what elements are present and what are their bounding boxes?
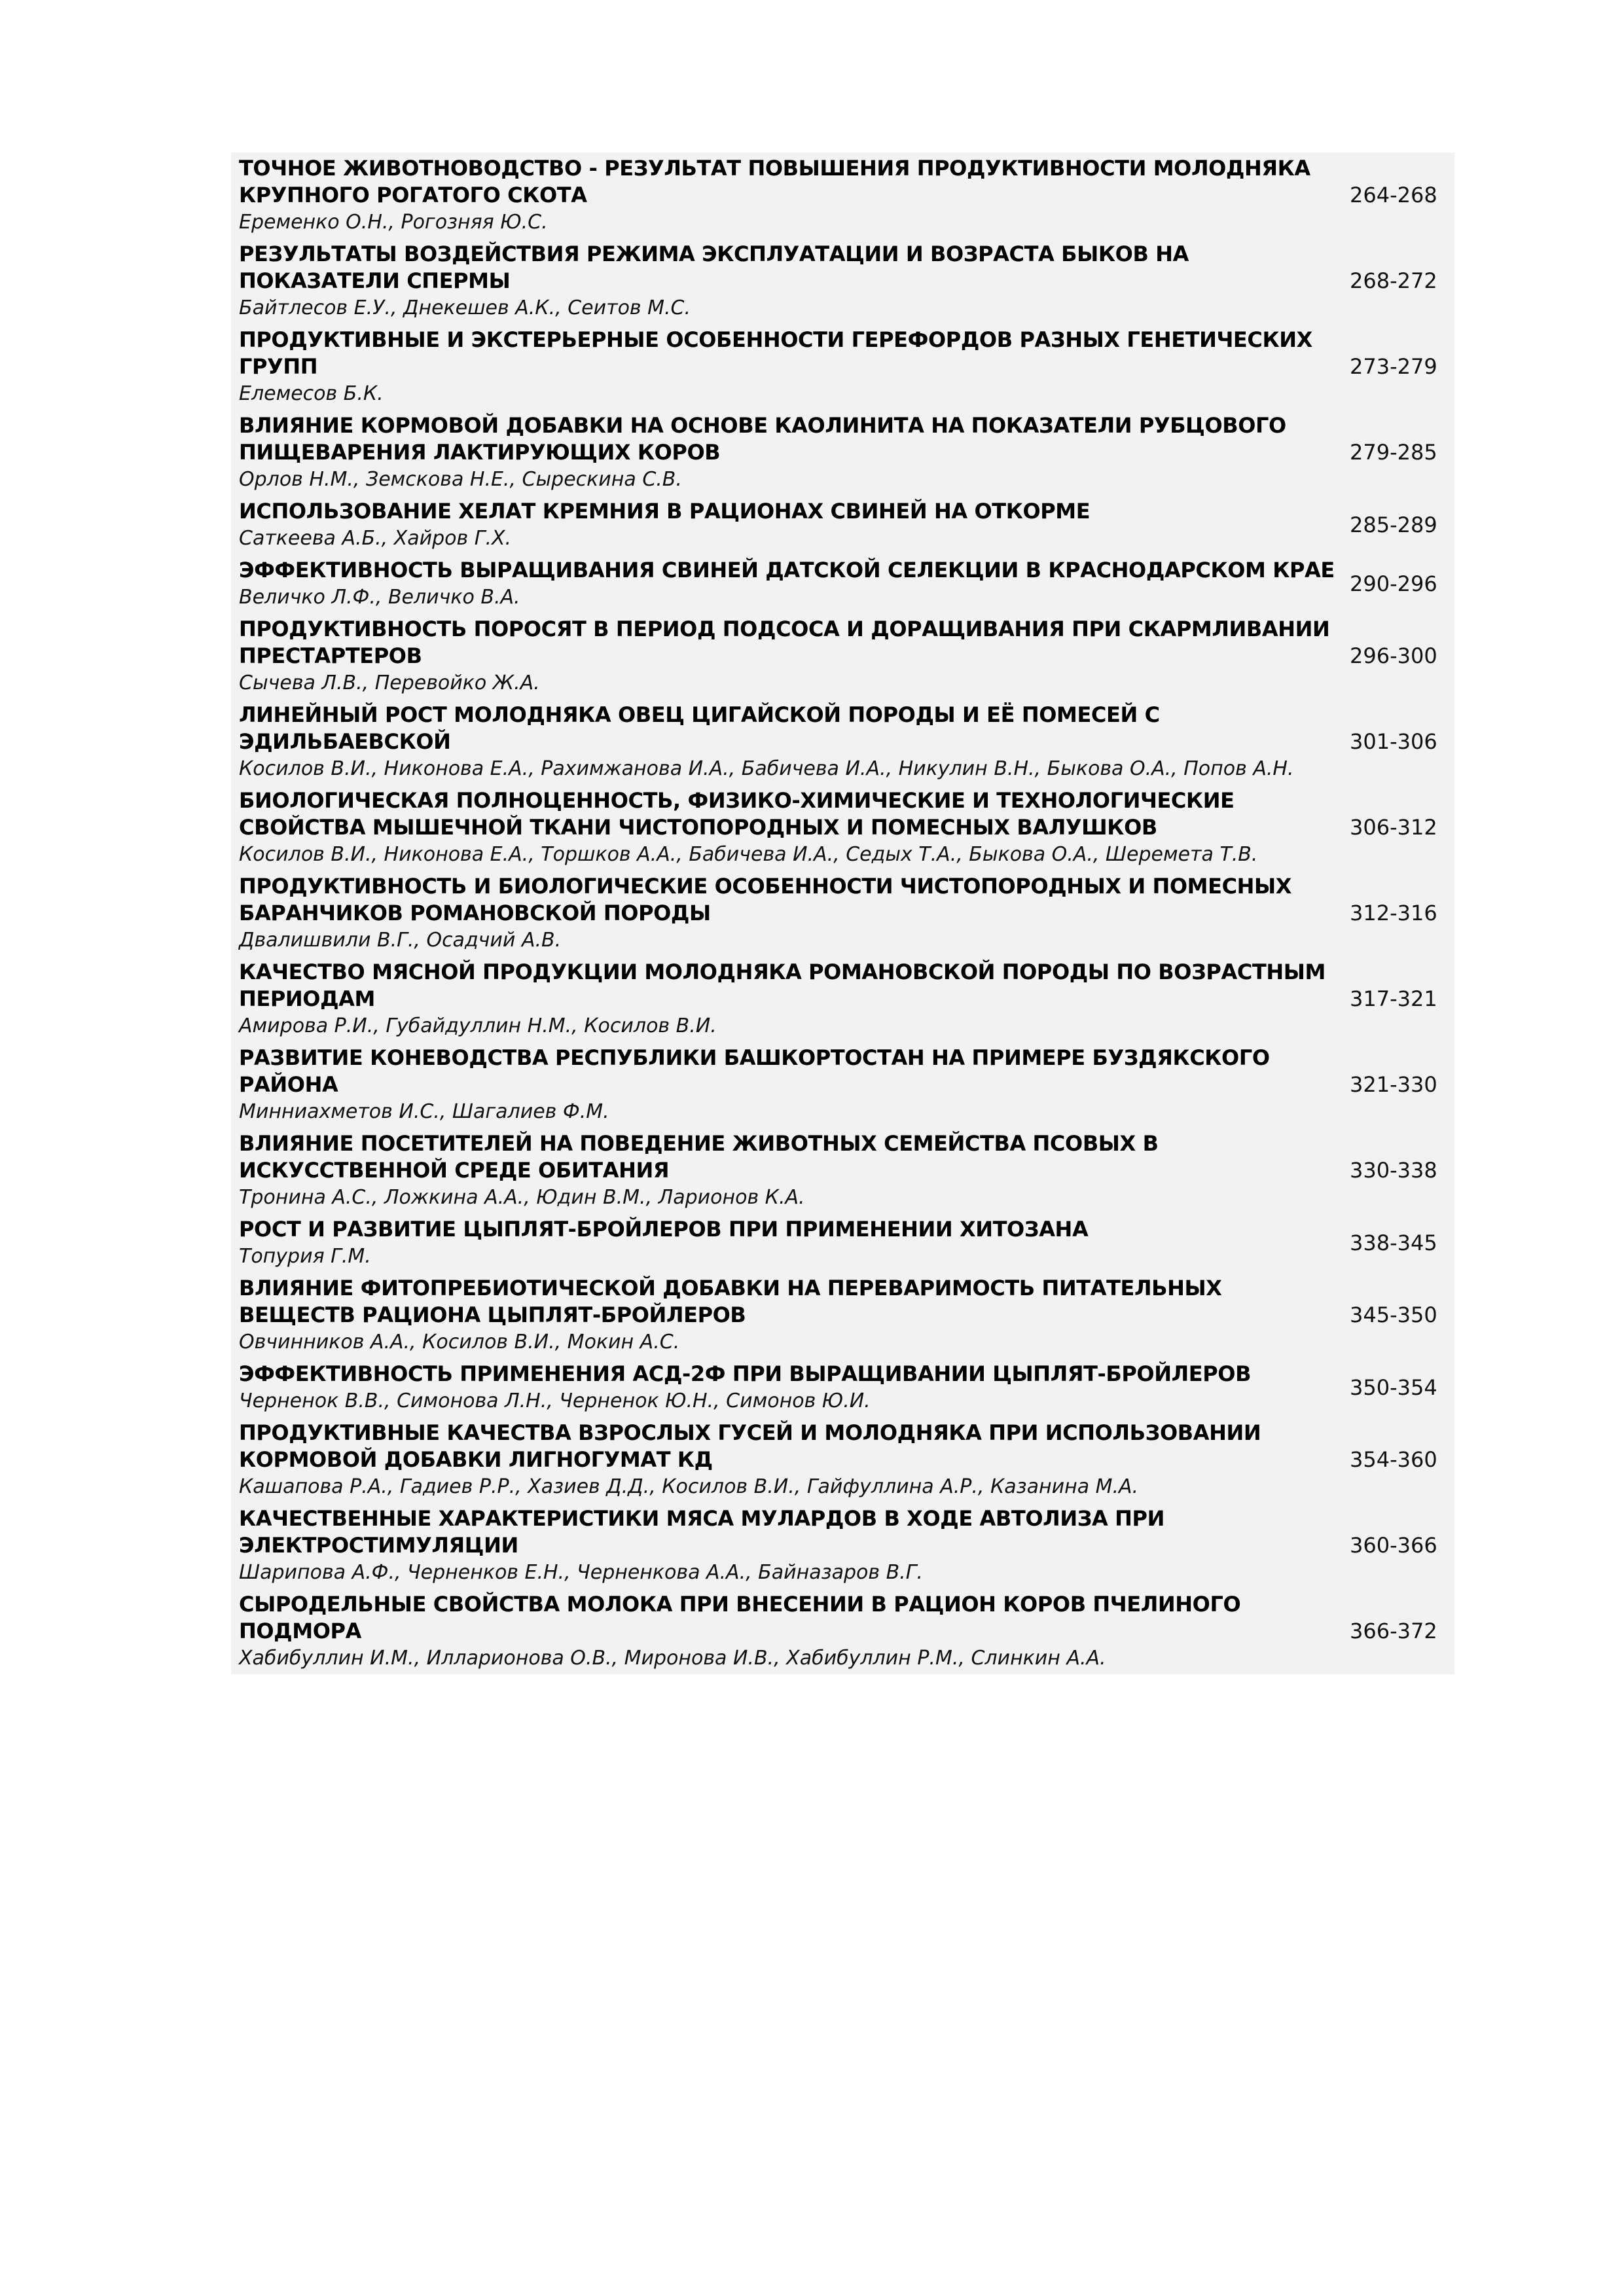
article-authors: Саткеева А.Б., Хайров Г.Х.: [239, 527, 512, 550]
article-title: ТОЧНОЕ ЖИВОТНОВОДСТВО - РЕЗУЛЬТАТ ПОВЫШЕНИЯ ПРОДУКТИВНОСТИ МОЛОДНЯКА КРУПНОГО РОГАТОГО СКОТА: [239, 156, 1310, 207]
article-authors: Топурия Г.М.: [239, 1245, 371, 1268]
page-range: 301-306: [1350, 729, 1437, 754]
toc-entry: [231, 238, 1454, 324]
article-authors: Минниахметов И.С., Шагалиев Ф.М.: [239, 1100, 609, 1123]
page-range: 360-366: [1350, 1533, 1437, 1558]
article-authors: Амирова Р.И., Губайдуллин Н.М., Косилов В.И.: [239, 1014, 717, 1037]
toc-entry: [231, 1128, 1454, 1213]
page-range: 290-296: [1350, 571, 1437, 596]
page-range: 312-316: [1350, 901, 1437, 925]
toc-entry: [231, 1272, 1454, 1358]
toc-entry: [231, 613, 1454, 699]
article-authors: Сычева Л.В., Перевойко Ж.А.: [239, 672, 540, 694]
article-authors: Тронина А.С., Ложкина А.А., Юдин В.М., Ларионов К.А.: [239, 1186, 805, 1209]
toc-entry-body: [239, 1591, 1339, 1672]
article-title: ЭФФЕКТИВНОСТЬ ПРИМЕНЕНИЯ АСД-2Ф ПРИ ВЫРАЩИВАНИИ ЦЫПЛЯТ-БРОЙЛЕРОВ: [239, 1361, 1252, 1386]
toc-entry-body: [239, 1361, 1339, 1414]
page-range: 264-268: [1350, 183, 1437, 207]
page-range: 330-338: [1350, 1158, 1437, 1183]
toc-entry-body: [239, 1216, 1339, 1270]
article-authors: Величко Л.Ф., Величко В.А.: [239, 586, 520, 609]
article-authors: Байтлесов Е.У., Днекешев А.К., Сеитов М.С.: [239, 296, 691, 319]
article-authors: Косилов В.И., Никонова Е.А., Торшков А.А., Бабичева И.А., Седых Т.А., Быкова О.А., Шеремета Т.В.: [239, 843, 1258, 866]
article-title: ЭФФЕКТИВНОСТЬ ВЫРАЩИВАНИЯ СВИНЕЙ ДАТСКОЙ СЕЛЕКЦИИ В КРАСНОДАРСКОМ КРАЕ: [239, 558, 1335, 583]
article-title: ПРОДУКТИВНОСТЬ ПОРОСЯТ В ПЕРИОД ПОДСОСА И ДОРАЩИВАНИЯ ПРИ СКАРМЛИВАНИИ ПРЕСТАРТЕРОВ: [239, 617, 1330, 668]
page-range: 306-312: [1350, 815, 1437, 840]
article-title: РОСТ И РАЗВИТИЕ ЦЫПЛЯТ-БРОЙЛЕРОВ ПРИ ПРИМЕНЕНИИ ХИТОЗАНА: [239, 1217, 1089, 1242]
toc-entry-body: [239, 873, 1339, 954]
toc-entry: [231, 495, 1454, 554]
toc-entry: [231, 956, 1454, 1042]
article-authors: Хабибуллин И.М., Илларионова О.В., Миронова И.В., Хабибуллин Р.М., Слинкин А.А.: [239, 1647, 1106, 1670]
page-range: 317-321: [1350, 986, 1437, 1011]
article-title: ПРОДУКТИВНЫЕ И ЭКСТЕРЬЕРНЫЕ ОСОБЕННОСТИ ГЕРЕФОРДОВ РАЗНЫХ ГЕНЕТИЧЕСКИХ ГРУПП: [239, 327, 1312, 379]
article-title: ПРОДУКТИВНОСТЬ И БИОЛОГИЧЕСКИЕ ОСОБЕННОСТИ ЧИСТОПОРОДНЫХ И ПОМЕСНЫХ БАРАНЧИКОВ РОМАНОВСКОЙ ПОРОДЫ: [239, 874, 1292, 925]
article-authors: Орлов Н.М., Земскова Н.Е., Сырескина С.В.: [239, 468, 682, 491]
article-authors: Еременко О.Н., Рогозняя Ю.С.: [239, 211, 548, 234]
page-range: 366-372: [1350, 1619, 1437, 1643]
article-authors: Кашапова Р.А., Гадиев Р.Р., Хазиев Д.Д., Косилов В.И., Гайфуллина А.Р., Казанина М.А.: [239, 1475, 1139, 1498]
toc-entry-body: [239, 1420, 1339, 1500]
article-authors: Двалишвили В.Г., Осадчий А.В.: [239, 929, 562, 952]
article-title: ПРОДУКТИВНЫЕ КАЧЕСТВА ВЗРОСЛЫХ ГУСЕЙ И МОЛОДНЯКА ПРИ ИСПОЛЬЗОВАНИИ КОРМОВОЙ ДОБАВКИ ЛИГНОГУМАТ КД: [239, 1420, 1261, 1472]
article-title: ВЛИЯНИЕ ПОСЕТИТЕЛЕЙ НА ПОВЕДЕНИЕ ЖИВОТНЫХ СЕМЕЙСТВА ПСОВЫХ В ИСКУССТВЕННОЙ СРЕДЕ ОБИТАНИЯ: [239, 1131, 1159, 1183]
article-title: СЫРОДЕЛЬНЫЕ СВОЙСТВА МОЛОКА ПРИ ВНЕСЕНИИ В РАЦИОН КОРОВ ПЧЕЛИНОГО ПОДМОРА: [239, 1592, 1241, 1643]
page-range: 285-289: [1350, 512, 1437, 537]
toc-entry-body: [239, 1275, 1339, 1355]
article-title: ВЛИЯНИЕ КОРМОВОЙ ДОБАВКИ НА ОСНОВЕ КАОЛИНИТА НА ПОКАЗАТЕЛИ РУБЦОВОГО ПИЩЕВАРЕНИЯ ЛАКТИРУЮЩИХ КОРОВ: [239, 413, 1286, 465]
toc-entry-body: [239, 557, 1339, 611]
toc-entry: [231, 1213, 1454, 1272]
page-range: 268-272: [1350, 268, 1437, 293]
toc-entry-body: [239, 327, 1339, 407]
toc-entry: [231, 554, 1454, 613]
article-title: РЕЗУЛЬТАТЫ ВОЗДЕЙСТВИЯ РЕЖИМА ЭКСПЛУАТАЦИИ И ВОЗРАСТА БЫКОВ НА ПОКАЗАТЕЛИ СПЕРМЫ: [239, 242, 1189, 293]
article-title: РАЗВИТИЕ КОНЕВОДСТВА РЕСПУБЛИКИ БАШКОРТОСТАН НА ПРИМЕРЕ БУЗДЯКСКОГО РАЙОНА: [239, 1045, 1270, 1097]
toc-entry: [231, 870, 1454, 956]
table-of-contents: [231, 152, 1454, 1674]
article-title: КАЧЕСТВЕННЫЕ ХАРАКТЕРИСТИКИ МЯСА МУЛАРДОВ В ХОДЕ АВТОЛИЗА ПРИ ЭЛЕКТРОСТИМУЛЯЦИИ: [239, 1506, 1164, 1558]
toc-entry: [231, 1358, 1454, 1417]
article-authors: Шарипова А.Ф., Черненков Е.Н., Черненкова А.А., Байназаров В.Г.: [239, 1561, 923, 1584]
toc-entry: [231, 324, 1454, 410]
page-range: 321-330: [1350, 1072, 1437, 1097]
article-title: БИОЛОГИЧЕСКАЯ ПОЛНОЦЕННОСТЬ, ФИЗИКО-ХИМИЧЕСКИЕ И ТЕХНОЛОГИЧЕСКИЕ СВОЙСТВА МЫШЕЧНОЙ ТКАНИ ЧИСТОПОРОДНЫХ И ПОМЕСНЫХ ВАЛУШКОВ: [239, 788, 1235, 840]
toc-entry-body: [239, 702, 1339, 782]
article-title: ИСПОЛЬЗОВАНИЕ ХЕЛАТ КРЕМНИЯ В РАЦИОНАХ СВИНЕЙ НА ОТКОРМЕ: [239, 499, 1091, 524]
article-title: КАЧЕСТВО МЯСНОЙ ПРОДУКЦИИ МОЛОДНЯКА РОМАНОВСКОЙ ПОРОДЫ ПО ВОЗРАСТНЫМ ПЕРИОДАМ: [239, 960, 1326, 1011]
page-range: 279-285: [1350, 440, 1437, 465]
page-range: 345-350: [1350, 1302, 1437, 1327]
toc-entry: [231, 1417, 1454, 1503]
toc-entry: [231, 410, 1454, 495]
article-authors: Черненок В.В., Симонова Л.Н., Черненок Ю.Н., Симонов Ю.И.: [239, 1390, 871, 1412]
toc-entry: [231, 152, 1454, 238]
article-authors: Елемесов Б.К.: [239, 382, 384, 405]
toc-entry-body: [239, 155, 1339, 236]
toc-entry: [231, 785, 1454, 870]
toc-entry: [231, 1503, 1454, 1588]
toc-entry-body: [239, 616, 1339, 696]
article-title: ЛИНЕЙНЫЙ РОСТ МОЛОДНЯКА ОВЕЦ ЦИГАЙСКОЙ ПОРОДЫ И ЕЁ ПОМЕСЕЙ С ЭДИЛЬБАЕВСКОЙ: [239, 702, 1160, 754]
page-range: 296-300: [1350, 643, 1437, 668]
toc-entry-body: [239, 498, 1339, 552]
toc-entry-body: [239, 787, 1339, 868]
article-authors: Косилов В.И., Никонова Е.А., Рахимжанова И.А., Бабичева И.А., Никулин В.Н., Быкова О.А., Попов А.Н.: [239, 757, 1294, 780]
article-title: ВЛИЯНИЕ ФИТОПРЕБИОТИЧЕСКОЙ ДОБАВКИ НА ПЕРЕВАРИМОСТЬ ПИТАТЕЛЬНЫХ ВЕЩЕСТВ РАЦИОНА ЦЫПЛЯТ-БРОЙЛЕРОВ: [239, 1276, 1222, 1327]
toc-entry: [231, 1588, 1454, 1674]
toc-entry-body: [239, 1045, 1339, 1125]
page-range: 273-279: [1350, 354, 1437, 379]
page-range: 354-360: [1350, 1447, 1437, 1472]
toc-entry: [231, 699, 1454, 785]
page-range: 338-345: [1350, 1230, 1437, 1255]
toc-entry-body: [239, 1130, 1339, 1211]
toc-entry-body: [239, 412, 1339, 493]
toc-entry-body: [239, 1505, 1339, 1586]
toc-entry-body: [239, 959, 1339, 1039]
page-range: 350-354: [1350, 1374, 1437, 1400]
article-authors: Овчинников А.А., Косилов В.И., Мокин А.С.: [239, 1331, 680, 1354]
toc-entry: [231, 1042, 1454, 1128]
toc-entry-body: [239, 241, 1339, 321]
